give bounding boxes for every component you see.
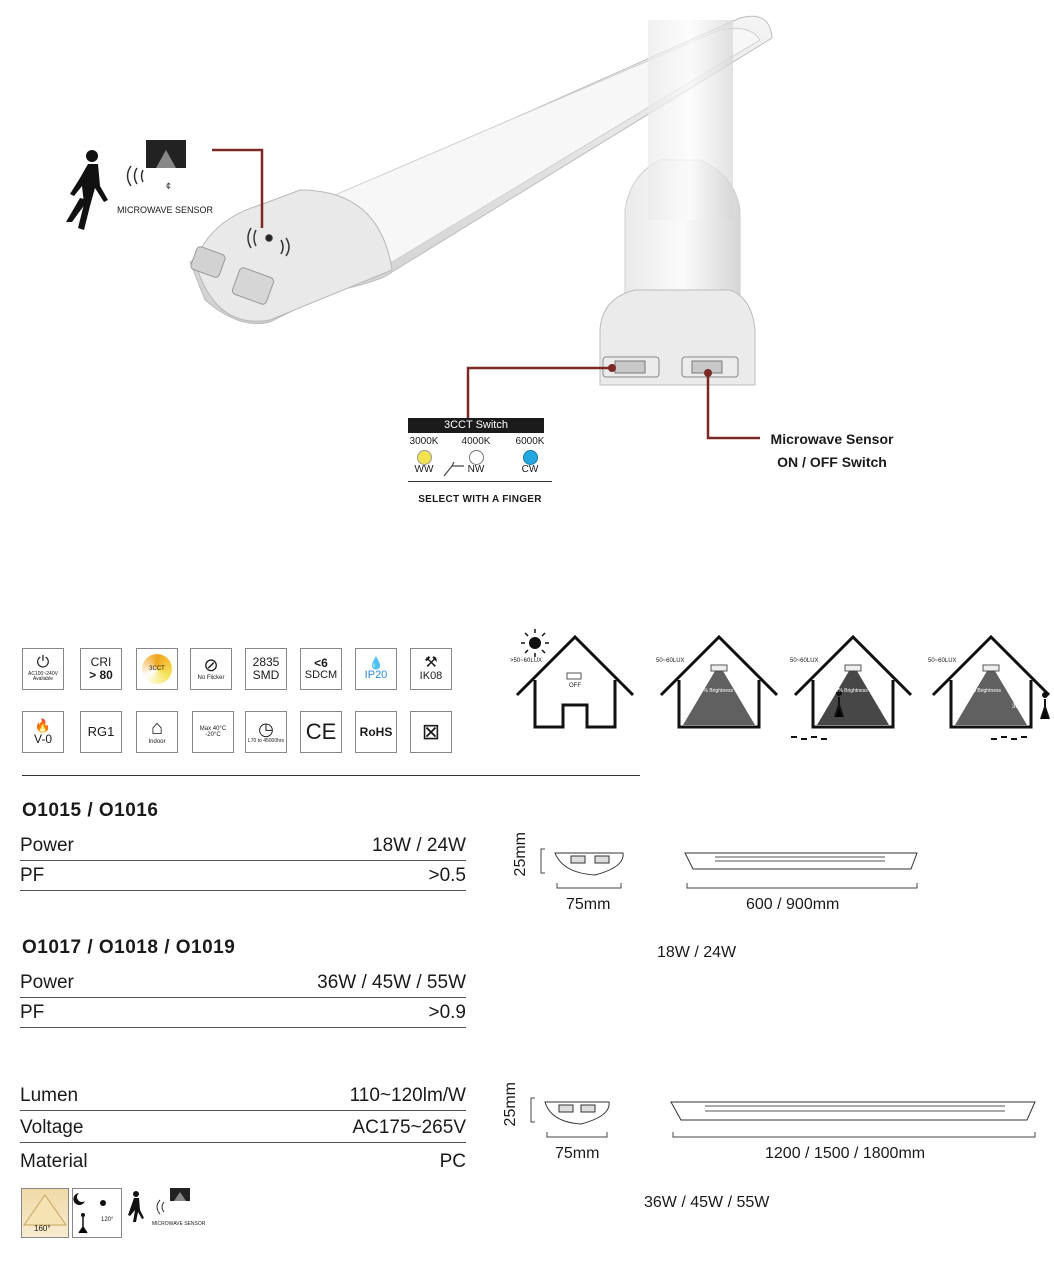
spec-label: Power	[20, 972, 74, 993]
spec-label: PF	[20, 1002, 45, 1023]
indoor-icon: ⌂ Indoor	[136, 711, 178, 753]
group2-models: O1017 / O1018 / O1019	[22, 937, 236, 958]
beam-angle-icon	[21, 1188, 69, 1238]
microwave-symbol-icon	[128, 140, 187, 186]
finger-pointer-icon	[442, 460, 466, 478]
ip20-icon: 💧 IP20	[355, 648, 397, 690]
cct-cw-kelvin: 6000K	[515, 436, 545, 447]
sensor-switch-line2: ON / OFF Switch	[777, 454, 887, 470]
bottom-sensor-label: MICROWAVE SENSOR	[152, 1221, 206, 1227]
scene4-brightness: 20% Brightness	[966, 688, 1002, 694]
product-illustration	[0, 0, 1054, 560]
scene3-lux: 50~60LUX	[790, 658, 819, 664]
dims2-caption: 36W / 45W / 55W	[644, 1194, 770, 1211]
dims2-width: 75mm	[555, 1145, 600, 1162]
lifetime-icon: ◷ L70 to 45000hrs	[245, 711, 287, 753]
dims2-height: 25mm	[502, 1082, 519, 1127]
bottom-sensor-icon	[124, 1186, 204, 1236]
sensor-switch-line1: Microwave Sensor	[770, 431, 894, 447]
cct-ww-dot[interactable]	[417, 450, 432, 465]
beam-angle-label: 160°	[34, 1224, 51, 1233]
dims1-width: 75mm	[566, 896, 611, 913]
spec-row	[20, 969, 466, 998]
smd-icon: 2835 SMD	[245, 648, 287, 690]
scene4-lux: 50~60LUX	[928, 658, 957, 664]
v0-icon: 🔥 V-0	[22, 711, 64, 753]
sensor-cent-glyph: ¢	[166, 181, 172, 191]
dims1-height: 25mm	[512, 832, 529, 877]
cct-cw-code: CW	[521, 464, 539, 475]
scene1-lux: >50~60LUX	[510, 658, 543, 664]
dims1-caption: 18W / 24W	[657, 944, 737, 961]
spec-value: 110~120lm/W	[349, 1085, 466, 1106]
spec-row	[20, 1114, 466, 1143]
cct-nw-code: NW	[467, 464, 485, 475]
cct-cw-dot[interactable]	[523, 450, 538, 465]
dims1-length: 600 / 900mm	[746, 896, 840, 913]
sensor-switch-label	[767, 428, 897, 474]
cct-nw-kelvin: 4000K	[461, 436, 491, 447]
spec-value: >0.5	[428, 865, 466, 886]
ik08-icon: ⚒ IK08	[410, 648, 452, 690]
cct-ww-kelvin: 3000K	[409, 436, 439, 447]
spec-value: PC	[439, 1151, 466, 1172]
spec-row	[20, 1148, 466, 1176]
spec-row	[20, 1082, 466, 1111]
scene2-brightness: 20% Brightness	[698, 688, 734, 694]
cct-nw-dot[interactable]	[469, 450, 484, 465]
spec-row	[20, 999, 466, 1028]
detect-angle-icon	[72, 1188, 122, 1238]
rg1-icon: RG1	[80, 711, 122, 753]
spec-label: Power	[20, 835, 74, 856]
ce-icon: CE	[300, 711, 342, 753]
spec-label: Voltage	[20, 1117, 84, 1138]
spec-value: 18W / 24W	[372, 835, 466, 856]
dims2-length: 1200 / 1500 / 1800mm	[765, 1145, 926, 1162]
spec-label: Lumen	[20, 1085, 79, 1106]
spec-label: Material	[20, 1151, 88, 1172]
scene4-state: 30S	[1012, 704, 1023, 710]
cri-icon: CRI > 80	[80, 648, 122, 690]
spec-row	[20, 862, 466, 891]
spec-row	[20, 832, 466, 861]
detect-angle-label: 120°	[101, 1217, 114, 1223]
scene-day-off	[517, 629, 633, 727]
rohs-icon: RoHS	[355, 711, 397, 753]
section-divider	[22, 775, 640, 776]
scene3-brightness: 100% Brightness	[830, 688, 868, 694]
spec-value: >0.9	[428, 1002, 466, 1023]
sdcm-icon: <6 SDCM	[300, 648, 342, 690]
group1-models: O1015 / O1016	[22, 800, 159, 821]
3cct-icon: 3CCT	[136, 648, 178, 690]
power-icon: ⏻ AC100~240V Available	[22, 648, 64, 690]
no-flicker-icon: ⊘ No Flicker	[190, 648, 232, 690]
weee-icon: ⊠	[410, 711, 452, 753]
walking-person-icon	[66, 150, 108, 230]
scene2-lux: 50~60LUX	[656, 658, 685, 664]
spec-label: PF	[20, 865, 45, 886]
cct-instruction: SELECT WITH A FINGER	[418, 494, 542, 505]
cct-divider	[408, 481, 552, 482]
scene1-state: OFF	[569, 683, 581, 689]
cct-ww-code: WW	[414, 464, 434, 475]
temperature-icon: Max 40°C -20°C	[192, 711, 234, 753]
dimension-drawing-1	[515, 825, 935, 905]
spec-value: AC175~265V	[352, 1117, 466, 1138]
sensor-callout-label: MICROWAVE SENSOR	[117, 205, 214, 215]
scene-night-dim	[661, 637, 777, 727]
cct-switch-title: 3CCT Switch	[408, 418, 544, 433]
spec-value: 36W / 45W / 55W	[317, 972, 466, 993]
